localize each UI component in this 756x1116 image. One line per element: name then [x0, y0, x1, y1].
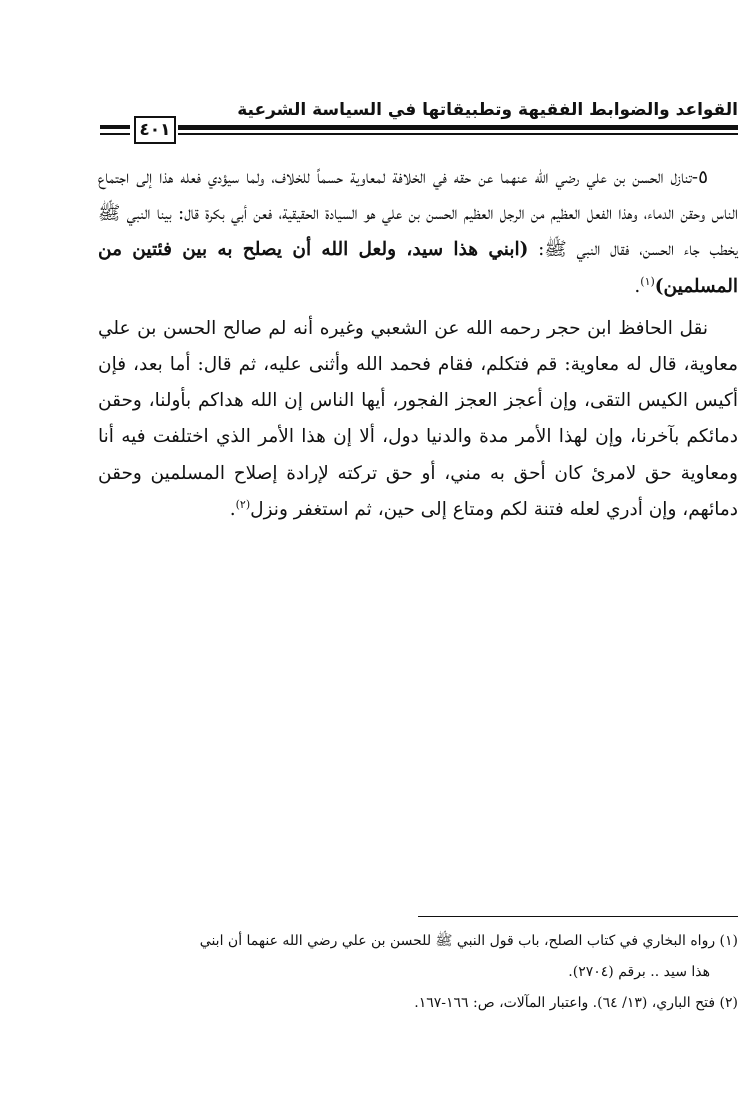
footnote-separator: [418, 916, 738, 917]
footnotes: [98, 926, 738, 1019]
footnote-ref-1[interactable]: (١): [640, 274, 655, 288]
page-header: [98, 98, 738, 148]
footnote-ref-2[interactable]: (٢): [235, 497, 251, 511]
main-text: [98, 160, 738, 534]
paragraph-2-text: نقل الحافظ ابن حجر رحمه الله عن الشعبي وغيره أنه لم صالح الحسن بن علي معاوية، قال له معاوية: قم فتكلم، فقام فحمد الله وأثنى عليه، ثم قال: أما بعد، فإن أكيس الكيس التقى، وإن أعجز العجز الفجور، أيها الناس إن الله هداكم بأولنا، وحقن دمائكم بآخرنا، وإن لهذا الأمر مدة والدنيا دول، ألا إن هذا الأمر الذي اختلفت فيه أنا ومعاوية حق لامرئ كان أحق به مني، أو حق تركته لإرادة إصلاح المسلمين وحقن دمائهم، وإن أدري لعله فتنة لكم ومتاع إلى حين، ثم استغفر ونزل: [98, 317, 738, 520]
footnote-1-continuation: هذا سيد .. برقم (٢٧٠٤).: [568, 964, 710, 980]
footnote-2: (٢) فتح الباري، (١٣/ ٦٤). واعتبار المآلات، ص: ١٦٦-١٦٧.: [414, 995, 738, 1011]
header-rule-thick: [178, 125, 738, 130]
paragraph-2-end: .: [229, 498, 236, 520]
paragraph-2: [98, 311, 738, 528]
hadith-quote: (ابني هذا سيد، ولعل الله أن يصلح به بين فئتين من المسلمين): [98, 239, 738, 297]
paragraph-1-lead: ٥-تنازل الحسن بن علي رضي الله عنهما عن حقه في الخلافة لمعاوية حسماً للخلاف، ولما سيؤدي فعله هذا إلى اجتماع الناس وحقن الدماء، وهذا الفعل العظيم من الرجل العظيم الحسن بن علي هو السيادة الحقيقية، فعن أبي بكرة قال: بينا النبي ﷺ يخطب جاء الحسن، فقال النبي ﷺ:: [98, 167, 738, 261]
paragraph-1: [98, 160, 738, 305]
header-rule-left-thin: [100, 133, 130, 135]
header-rule-left-thick: [100, 125, 130, 129]
paragraph-1-end: .: [634, 275, 641, 297]
page-number: ٤٠١: [134, 116, 176, 144]
footnote-1: (١) رواه البخاري في كتاب الصلح، باب قول النبي ﷺ للحسن بن علي رضي الله عنهما أن ابني: [199, 933, 738, 949]
header-rule-thin: [178, 133, 738, 135]
running-title: القواعد والضوابط الفقيهة وتطبيقاتها في السياسة الشرعية: [237, 100, 738, 120]
